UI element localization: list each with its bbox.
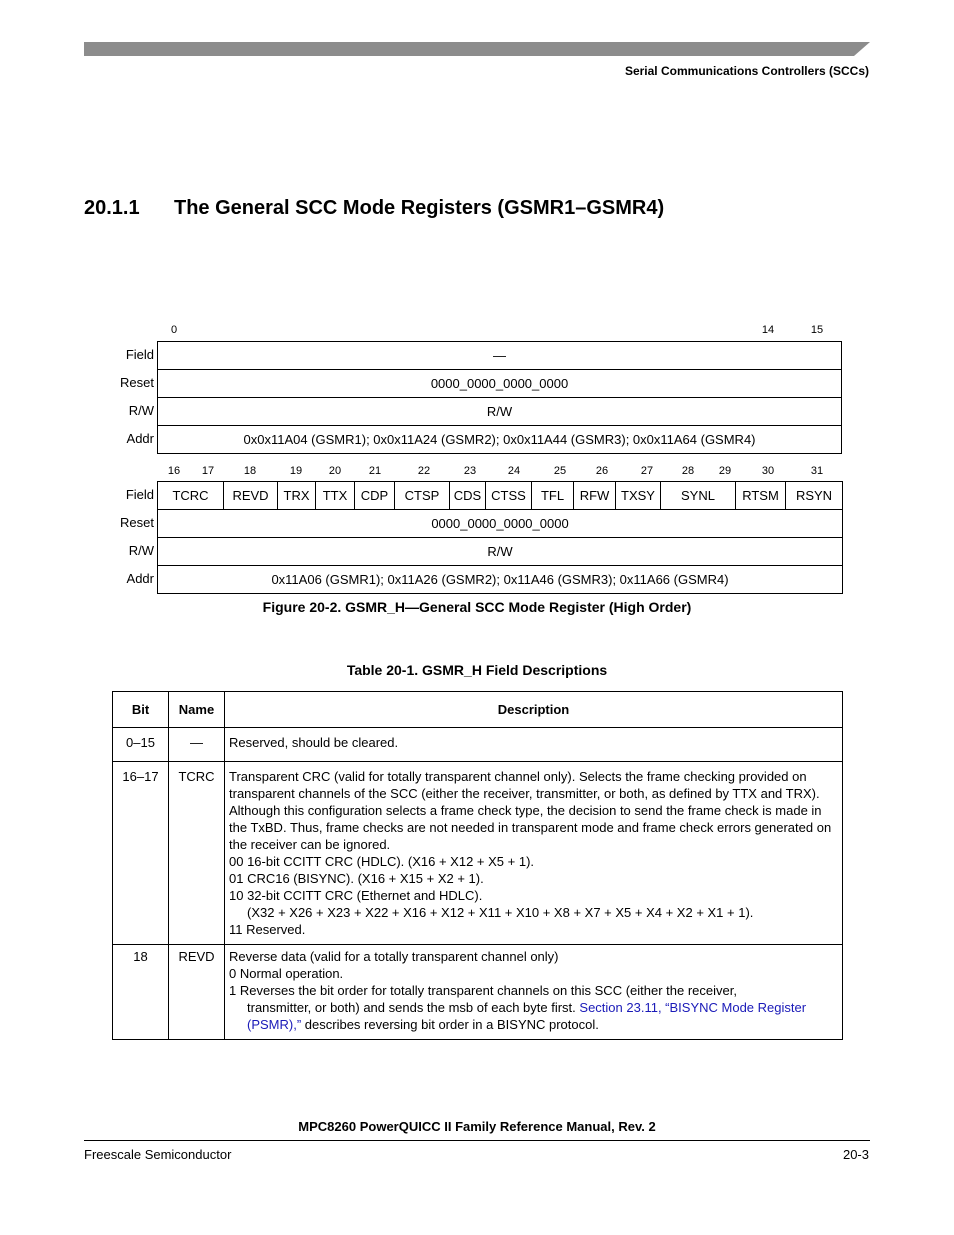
bit-number: 26 — [595, 465, 609, 477]
bit-number: 19 — [289, 465, 303, 477]
row-labels-bottom — [100, 481, 154, 593]
cross-reference-link[interactable]: Section 23.11, “BISYNC Mode Register (PSMR),” — [247, 1000, 807, 1032]
bit-number: 15 — [810, 324, 824, 336]
column-header-name: Name — [169, 692, 225, 728]
field-row — [158, 482, 843, 510]
row-label: R/W — [128, 403, 154, 418]
rw-cell: R/W — [158, 538, 843, 566]
bit-number: 16 — [167, 465, 181, 477]
bit-number: 30 — [761, 465, 775, 477]
bit-number: 21 — [368, 465, 382, 477]
description-line: 00 16-bit CCITT CRC (HDLC). (X16 + X12 + X5 + 1). — [229, 854, 535, 869]
bit-cell: 0–15 — [113, 728, 169, 762]
bit-number: 27 — [640, 465, 654, 477]
row-label: Reset — [120, 375, 154, 390]
section-title-text: The General SCC Mode Registers (GSMR1–GSMR4) — [174, 197, 665, 219]
description-line: 1 Reverses the bit order for totally transparent channels on this SCC (either the receiver, — [229, 983, 737, 998]
field-txsy: TXSY — [616, 482, 661, 510]
field-synl: SYNL — [661, 482, 736, 510]
bit-cell: 16–17 — [113, 762, 169, 945]
description-cell — [225, 728, 843, 762]
description-text: describes reversing bit order in a BISYNC protocol. — [301, 1017, 599, 1032]
bit-number: 20 — [328, 465, 342, 477]
field-cell: — — [158, 342, 842, 370]
table-row — [113, 945, 843, 1040]
field-description-table — [112, 691, 843, 1040]
row-label: Reset — [120, 515, 154, 530]
description-text: transmitter, or both) and sends the msb of each byte first. — [247, 1000, 576, 1015]
bit-number: 28 — [681, 465, 695, 477]
field-rtsm: RTSM — [736, 482, 786, 510]
bit-number: 0 — [170, 324, 178, 336]
field-revd: REVD — [224, 482, 278, 510]
description-line: (X32 + X26 + X23 + X22 + X16 + X12 + X11 + X10 + X8 + X7 + X5 + X4 + X2 + X1 + 1). — [247, 905, 754, 920]
description-cell — [225, 762, 843, 945]
description-line: 01 CRC16 (BISYNC). (X16 + X15 + X2 + 1). — [229, 871, 484, 886]
row-label: Field — [125, 347, 154, 362]
bit-number: 24 — [507, 465, 521, 477]
description-paragraph: Transparent CRC (valid for totally transparent channel only). Selects the frame checking provided on transparent channels of the SCC (either the receiver, transmitter, or both, as defined by TTX and TRX). Although this configuration selects a frame check type, the decision to send the frame check is made in the TxBD. Thus, frame checks are not needed in transparent mode and frame check errors generated on the receiver can be ignored. — [229, 769, 832, 852]
addr-cell: 0x11A06 (GSMR1); 0x11A26 (GSMR2); 0x11A46 (GSMR3); 0x11A66 (GSMR4) — [158, 566, 843, 594]
reset-cell: 0000_0000_0000_0000 — [158, 370, 842, 398]
bit-number: 17 — [201, 465, 215, 477]
field-trx: TRX — [278, 482, 316, 510]
reset-cell: 0000_0000_0000_0000 — [158, 510, 843, 538]
field-cds: CDS — [450, 482, 486, 510]
table-caption: Table 20-1. GSMR_H Field Descriptions — [346, 662, 608, 678]
bit-number: 18 — [243, 465, 257, 477]
register-table-bottom — [157, 481, 843, 594]
description-line — [229, 999, 838, 1033]
bit-cell: 18 — [113, 945, 169, 1040]
row-label: Field — [125, 487, 154, 502]
description-cell — [225, 945, 843, 1040]
footer-rule — [84, 1140, 870, 1141]
description-line: Reverse data (valid for a totally transparent channel only) — [229, 949, 559, 964]
bit-number: 23 — [463, 465, 477, 477]
register-table-top — [157, 341, 842, 454]
bit-number: 14 — [761, 324, 775, 336]
description-line: Reserved, should be cleared. — [229, 735, 399, 750]
column-header-description: Description — [225, 692, 843, 728]
field-cdp: CDP — [355, 482, 395, 510]
bit-numbers-bottom — [157, 465, 842, 479]
bit-number: 25 — [553, 465, 567, 477]
figure-caption: Figure 20-2. GSMR_H—General SCC Mode Register (High Order) — [262, 599, 692, 615]
row-label: Addr — [126, 571, 154, 586]
running-header: Serial Communications Controllers (SCCs) — [624, 64, 869, 78]
bit-number: 22 — [417, 465, 431, 477]
field-rsyn: RSYN — [786, 482, 843, 510]
row-labels-top — [100, 341, 154, 453]
field-tfl: TFL — [532, 482, 574, 510]
bit-number: 31 — [810, 465, 824, 477]
section-title — [84, 197, 664, 220]
field-rfw: RFW — [574, 482, 616, 510]
description-line: 11 Reserved. — [229, 922, 306, 937]
column-header-bit: Bit — [113, 692, 169, 728]
table-row — [113, 762, 843, 945]
page-number: 20-3 — [842, 1147, 869, 1162]
name-cell: REVD — [169, 945, 225, 1040]
footer-company: Freescale Semiconductor — [84, 1147, 232, 1162]
field-ctsp: CTSP — [395, 482, 450, 510]
section-number: 20.1.1 — [84, 197, 140, 219]
addr-cell: 0x0x11A04 (GSMR1); 0x0x11A24 (GSMR2); 0x0x11A44 (GSMR3); 0x0x11A64 (GSMR4) — [158, 426, 842, 454]
table-row — [113, 728, 843, 762]
header-bar — [84, 42, 870, 56]
name-cell: — — [169, 728, 225, 762]
field-ctss: CTSS — [486, 482, 532, 510]
bit-number: 29 — [718, 465, 732, 477]
table-header-row — [113, 692, 843, 728]
row-label: Addr — [126, 431, 154, 446]
rw-cell: R/W — [158, 398, 842, 426]
row-label: R/W — [128, 543, 154, 558]
field-tcrc: TCRC — [158, 482, 224, 510]
footer-title: MPC8260 PowerQUICC II Family Reference Manual, Rev. 2 — [298, 1119, 656, 1134]
name-cell: TCRC — [169, 762, 225, 945]
bit-numbers-top — [157, 324, 842, 338]
description-line: 0 Normal operation. — [229, 966, 344, 981]
description-line: 10 32-bit CCITT CRC (Ethernet and HDLC). — [229, 888, 483, 903]
field-ttx: TTX — [316, 482, 355, 510]
